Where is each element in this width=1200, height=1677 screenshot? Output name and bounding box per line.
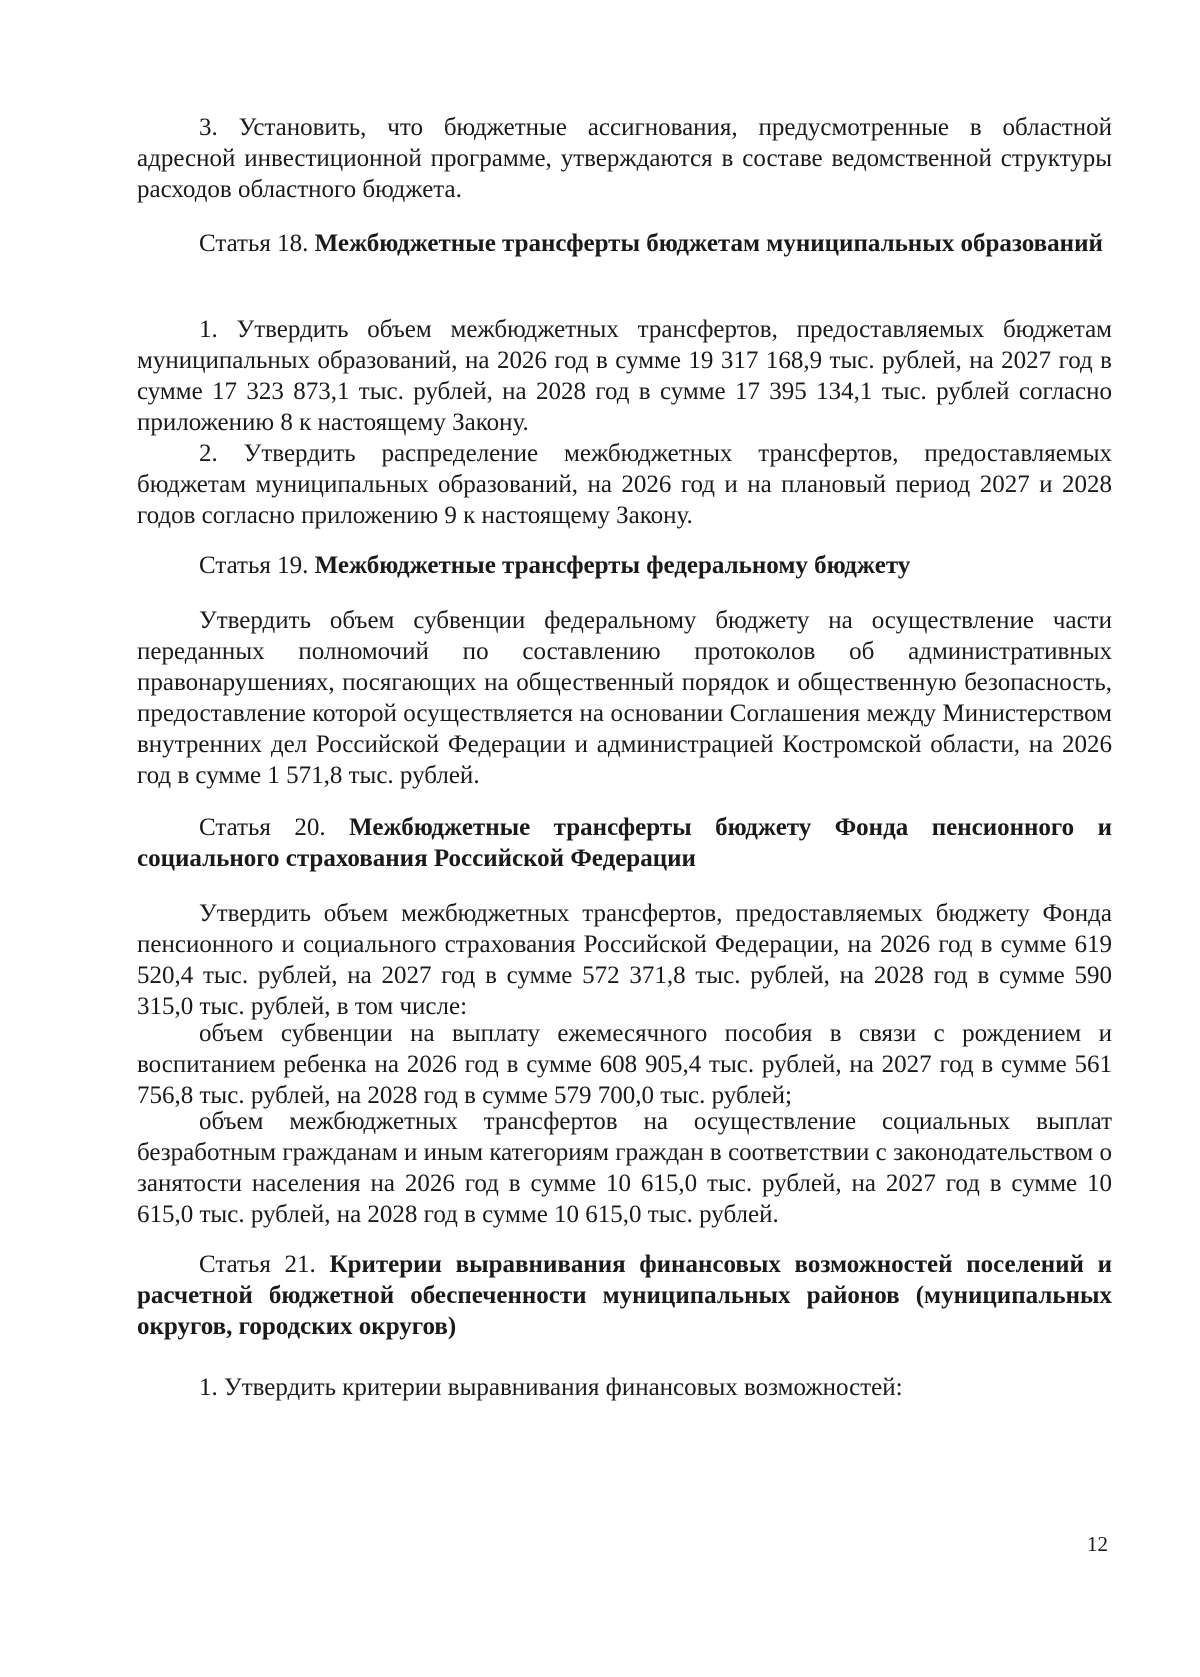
article-18-heading (137, 228, 1112, 259)
article-18-paragraph-1: 1. Утвердить объем межбюджетных трансфертов, предоставляемых бюджетам муниципальных образований, на 2026 год в сумме 19 317 168,9 тыс. рублей, на 2027 год в сумме 17 323 873,1 тыс. рублей, на 2028 год в сумме 17 395 134,1 тыс. рублей согласно приложению 8 к настоящему Закону. (137, 316, 1112, 436)
article-19-label: Статья 19. (199, 552, 309, 579)
article-20-heading (137, 812, 1112, 874)
article-18-paragraph-2: 2. Утвердить распределение межбюджетных трансфертов, предоставляемых бюджетам муниципальных образований, на 2026 год и на плановый период 2027 и 2028 годов согласно приложению 9 к настоящему Закону. (137, 440, 1112, 529)
article-17-paragraph-3: 3. Установить, что бюджетные ассигнования, предусмотренные в областной адресной инвестиционной программе, утверждаются в составе ведомственной структуры расходов областного бюджета. (137, 114, 1112, 203)
article-21-label: Статья 21. (199, 1251, 316, 1278)
article-21-paragraph-1: 1. Утвердить критерии выравнивания финансовых возможностей: (199, 1374, 903, 1401)
article-21-title: Критерии выравнивания финансовых возможностей поселений и расчетной бюджетной обеспеченности муниципальных районов (муниципальных округов, городских округов) (137, 1251, 1112, 1340)
article-20-paragraph-3: объем межбюджетных трансфертов на осуществление социальных выплат безработным гражданам и иным категориям граждан в соответствии с законодательством о занятости населения на 2026 год в сумме 10 615,0 тыс. рублей, на 2027 год в сумме 10 615,0 тыс. рублей, на 2028 год в сумме 10 615,0 тыс. рублей. (137, 1108, 1112, 1228)
article-18-title: Межбюджетные трансферты бюджетам муниципальных образований (314, 230, 1103, 257)
article-20-label: Статья 20. (199, 814, 326, 841)
article-21-heading (137, 1249, 1112, 1342)
article-20-title: Межбюджетные трансферты бюджету Фонда пенсионного и социального страхования Российской Федерации (137, 814, 1112, 872)
article-18-label: Статья 18. (199, 230, 309, 257)
article-20-paragraph-2: объем субвенции на выплату ежемесячного пособия в связи с рождением и воспитанием ребенка на 2026 год в сумме 608 905,4 тыс. рублей, на 2027 год в сумме 561 756,8 тыс. рублей, на 2028 год в сумме 579 700,0 тыс. рублей; (137, 1020, 1112, 1109)
article-19-heading (137, 550, 1112, 581)
article-19-title: Межбюджетные трансферты федеральному бюджету (314, 552, 911, 579)
article-19-paragraph-1: Утвердить объем субвенции федеральному бюджету на осуществление части переданных полномочий по составлению протоколов об административных правонарушениях, посягающих на общественный порядок и общественную безопасность, предоставление которой осуществляется на основании Соглашения между Министерством внутренних дел Российской Федерации и администрацией Костромской области, на 2026 год в сумме 1 571,8 тыс. рублей. (137, 607, 1112, 789)
page-number: 12 (1087, 1532, 1108, 1556)
article-20-paragraph-1: Утвердить объем межбюджетных трансфертов, предоставляемых бюджету Фонда пенсионного и социального страхования Российской Федерации, на 2026 год в сумме 619 520,4 тыс. рублей, на 2027 год в сумме 572 371,8 тыс. рублей, на 2028 год в сумме 590 315,0 тыс. рублей, в том числе: (137, 900, 1112, 1020)
